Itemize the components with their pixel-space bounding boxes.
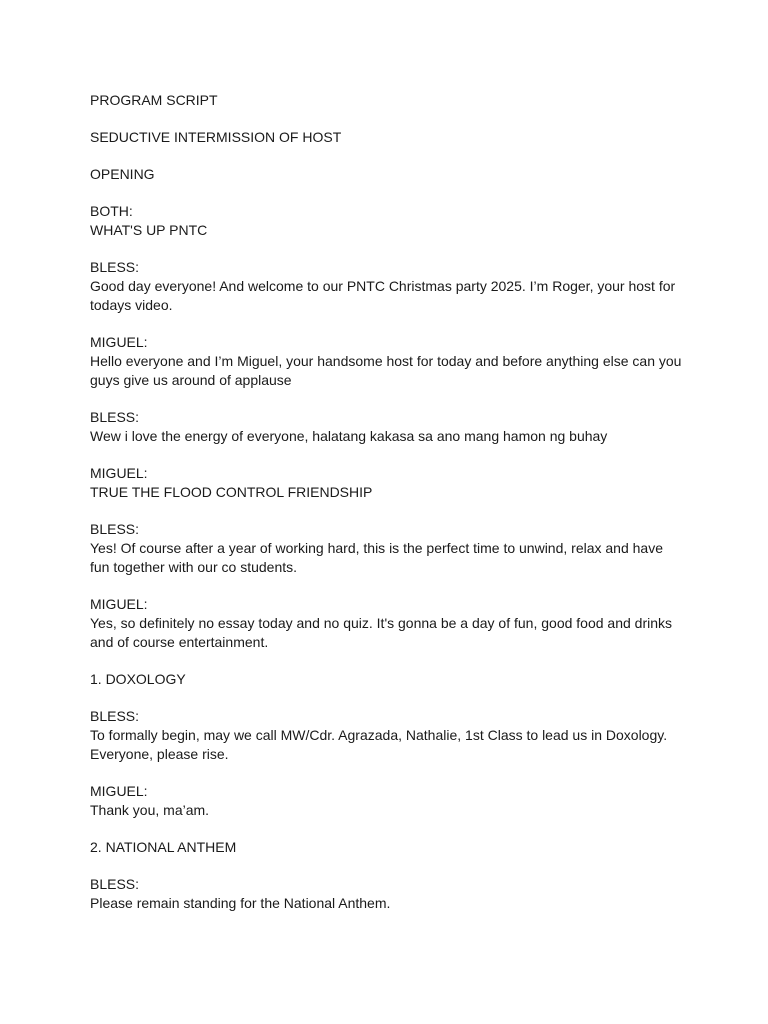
dialogue-block — [90, 782, 682, 820]
dialogue-text: Good day everyone! And welcome to our PNTC Christmas party 2025. I’m Roger, your host for todays video. — [90, 278, 676, 313]
speaker-label: MIGUEL: — [90, 334, 148, 350]
document-heading: PROGRAM SCRIPT — [90, 92, 218, 108]
dialogue-text: Wew i love the energy of everyone, halatang kakasa sa ano mang hamon ng buhay — [90, 428, 608, 444]
dialogue-block — [90, 875, 682, 913]
dialogue-block — [90, 707, 682, 764]
section-doxology: 1. DOXOLOGY — [90, 671, 186, 687]
dialogue-text: Thank you, ma’am. — [90, 802, 210, 818]
dialogue-text: Yes! Of course after a year of working hard, this is the perfect time to unwind, relax and have fun together with our co students. — [90, 540, 664, 575]
dialogue-block — [90, 595, 682, 652]
dialogue-text: TRUE THE FLOOD CONTROL FRIENDSHIP — [90, 484, 373, 500]
section-opening: OPENING — [90, 166, 155, 182]
speaker-label: MIGUEL: — [90, 596, 148, 612]
document-subheading: SEDUCTIVE INTERMISSION OF HOST — [90, 129, 342, 145]
speaker-label: BLESS: — [90, 521, 140, 537]
speaker-label: MIGUEL: — [90, 465, 148, 481]
dialogue-text: Please remain standing for the National Anthem. — [90, 895, 391, 911]
speaker-label: BLESS: — [90, 409, 140, 425]
dialogue-text: To formally begin, may we call MW/Cdr. Agrazada, Nathalie, 1st Class to lead us in Doxology. Everyone, please rise. — [90, 727, 668, 762]
dialogue-block — [90, 464, 682, 502]
dialogue-text: Yes, so definitely no essay today and no quiz. It's gonna be a day of fun, good food and drinks and of course entertainment. — [90, 615, 673, 650]
script-body — [90, 91, 682, 931]
dialogue-text: WHAT'S UP PNTC — [90, 222, 208, 238]
dialogue-block — [90, 258, 682, 315]
speaker-label: BLESS: — [90, 876, 140, 892]
dialogue-text: Hello everyone and I’m Miguel, your handsome host for today and before anything else can you guys give us around of applause — [90, 353, 682, 388]
dialogue-block — [90, 408, 682, 446]
section-national-anthem: 2. NATIONAL ANTHEM — [90, 839, 237, 855]
speaker-label: BLESS: — [90, 708, 140, 724]
dialogue-block — [90, 333, 682, 390]
speaker-label: BOTH: — [90, 203, 133, 219]
speaker-label: BLESS: — [90, 259, 140, 275]
dialogue-block — [90, 520, 682, 577]
speaker-label: MIGUEL: — [90, 783, 148, 799]
dialogue-block — [90, 202, 682, 240]
